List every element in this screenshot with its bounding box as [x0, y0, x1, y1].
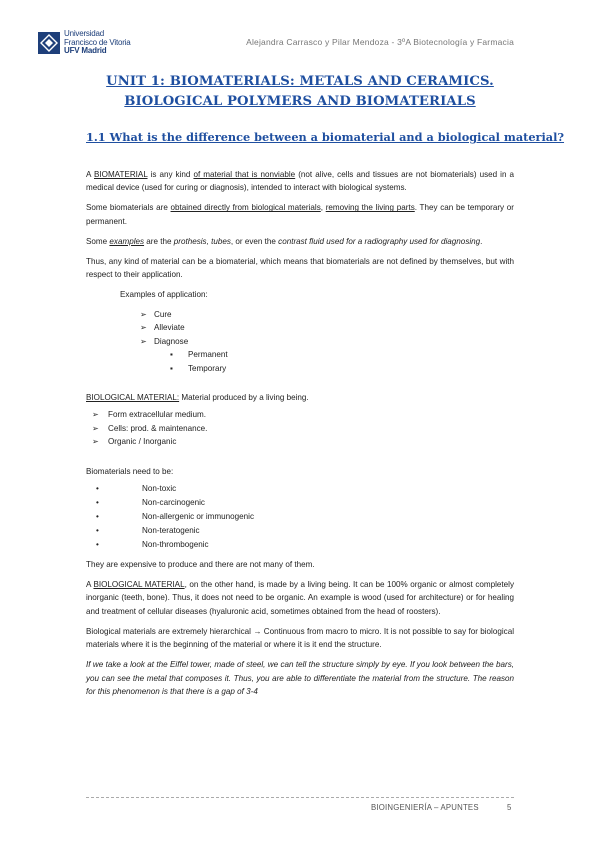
- university-logo: [38, 30, 131, 56]
- list-item: ➢ Cells: prod. & maintenance.: [92, 422, 514, 436]
- arrow-bullet-icon: ➢: [92, 437, 99, 447]
- examples-title: Examples of application:: [120, 290, 208, 300]
- list-item: ➢ Diagnose: [140, 335, 514, 349]
- paragraph-application: Thus, any kind of material can be a biomaterial, which means that biomaterials are not defined by themselves, but with respect to their application.: [86, 257, 514, 280]
- biological-material-list: [86, 408, 514, 449]
- arrow-bullet-icon: ➢: [140, 336, 147, 346]
- square-bullet-icon: ▪: [170, 350, 173, 360]
- paragraph-obtained: Some biomaterials are obtained directly from biological materials, removing the living parts. They can be temporary or permanent.: [86, 203, 514, 226]
- paragraph-biomaterial-definition: A BIOMATERIAL is any kind of material that is nonviable (not alive, cells and tissues are not biomaterials) used in a medical device (used for curing or diagnosis), intended to interact with biological systems.: [86, 170, 515, 193]
- header-authors: Alejandra Carrasco y Pilar Mendoza - 3ºA Biotecnología y Farmacia: [246, 37, 514, 47]
- paragraph-examples: Some examples are the prothesis, tubes, or even the contrast fluid used for a radiography used for diagnosing.: [86, 236, 483, 246]
- document-body: [86, 168, 514, 705]
- list-item: ➢ Organic / Inorganic: [92, 435, 514, 449]
- requirements-list: [86, 482, 514, 552]
- footer-divider: [86, 797, 514, 798]
- dot-bullet-icon: •: [96, 526, 99, 536]
- unit-title: UNIT 1: BIOMATERIALS: METALS AND CERAMICS. BIOLOGICAL POLYMERS AND BIOMATERIALS: [106, 74, 494, 109]
- university-crest-icon: [38, 32, 60, 54]
- dot-bullet-icon: •: [96, 540, 99, 550]
- list-item: ➢ Form extracellular medium.: [92, 408, 514, 422]
- arrow-bullet-icon: ➢: [92, 410, 99, 420]
- arrow-bullet-icon: ➢: [140, 309, 147, 319]
- paragraph-hierarchical: Biological materials are extremely hierarchical → Continuous from macro to micro. It is not possible to say for biological materials where it is the beginning of the material or where it is it end the structure.: [86, 626, 514, 650]
- list-item: ▪ Permanent: [170, 348, 514, 362]
- section-title: 1.1 What is the difference between a biomaterial and a biological material?: [86, 130, 565, 144]
- dot-bullet-icon: •: [96, 498, 99, 508]
- dot-bullet-icon: •: [96, 484, 99, 494]
- university-name: Universidad Francisco de Vitoria UFV Madrid: [64, 29, 131, 55]
- dot-bullet-icon: •: [96, 512, 99, 522]
- paragraph-biological-material: BIOLOGICAL MATERIAL: Material produced by a living being.: [86, 393, 309, 403]
- list-item: ➢ Alleviate: [140, 321, 514, 335]
- paragraph-biological-material-detail: A BIOLOGICAL MATERIAL, on the other hand, is made by a living being. It can be 100% organic or almost completely inorganic (teeth, bone). Thus, it does not need to be organic. An example is wood (used for architecture) or for healing and treatment of cellular diseases (hyaluronic acid, sometimes obtained from the head of roosters).: [86, 580, 514, 616]
- list-item: • Non-thrombogenic: [96, 538, 514, 552]
- list-item: ▪ Temporary: [170, 362, 514, 376]
- paragraph-expensive: They are expensive to produce and there are not many of them.: [86, 560, 315, 570]
- arrow-bullet-icon: ➢: [92, 423, 99, 433]
- eiffel-tower-quote: If we take a look at the Eiffel tower, made of steel, we can tell the structure simply by eye. If you look between the bars, you can see the metal that composes it. Thus, you are able to differentiate the material from the structure. The reason for this phenomenon is that there is a gap of 3-4: [86, 660, 514, 697]
- arrow-bullet-icon: ➢: [140, 323, 147, 333]
- list-item: ➢ Cure: [140, 308, 514, 322]
- list-item: • Non-allergenic or immunogenic: [96, 510, 514, 524]
- list-item: • Non-carcinogenic: [96, 496, 514, 510]
- list-item: • Non-toxic: [96, 482, 514, 496]
- square-bullet-icon: ▪: [170, 363, 173, 373]
- applications-list: [86, 308, 514, 349]
- footer-subject: BIOINGENIERÍA – APUNTES: [371, 803, 479, 812]
- page-number: 5: [507, 803, 512, 812]
- needs-title: Biomaterials need to be:: [86, 466, 174, 476]
- list-item: • Non-teratogenic: [96, 524, 514, 538]
- diagnose-types-list: [86, 348, 514, 375]
